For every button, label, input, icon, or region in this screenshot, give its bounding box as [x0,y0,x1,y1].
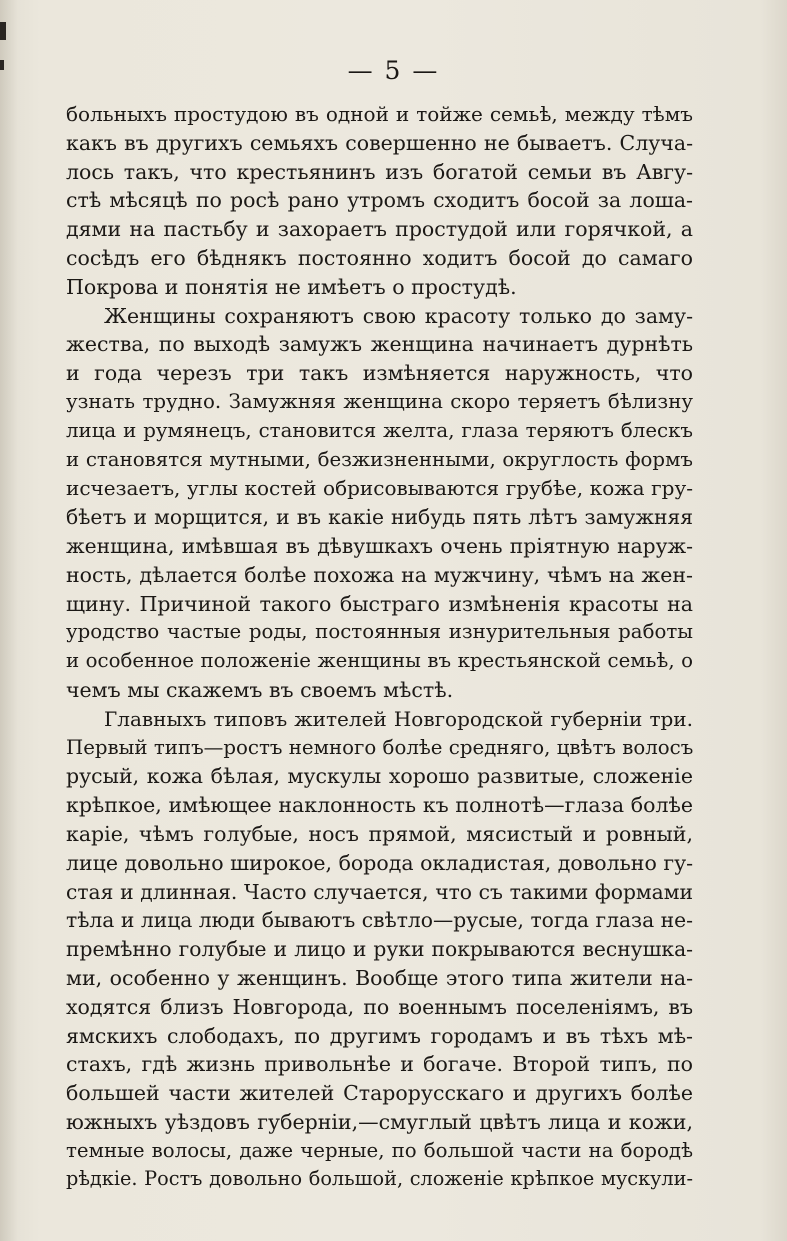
text-line: и особенное положеніе женщины въ крестьянской семьѣ, о [66,649,693,673]
text-line: узнать трудно. Замужняя женщина скоро теряетъ бѣлизну [66,389,693,413]
text-line: больныхъ простудою въ одной и тойже семьѣ, между тѣмъ [66,102,693,126]
text-line: сосѣдъ его бѣднякъ постоянно ходитъ босой до самаго [66,245,693,270]
text-line: бѣетъ и морщится, и въ какіе нибудь пять лѣтъ замужняя [66,505,693,530]
text-line: лось такъ, что крестьянинъ изъ богатой семьи въ Авгу- [66,159,693,184]
text-line: чемъ мы скажемъ въ своемъ мѣстѣ. [66,677,454,702]
binding-mark [0,22,6,40]
text-line: премѣнно голубые и лицо и руки покрываются веснушка- [66,937,693,962]
text-line: стѣ мѣсяцѣ по росѣ рано утромъ сходитъ босой за лоша- [66,188,693,213]
text-line: какъ въ другихъ семьяхъ совершенно не бываетъ. Случа- [66,130,693,155]
text-line: Первый типъ—ростъ немного болѣе средняго, цвѣтъ волосъ [66,735,693,759]
text-line: русый, кожа бѣлая, мускулы хорошо развитые, сложеніе [66,764,693,789]
text-line: ми, особенно у женщинъ. Вообще этого типа жители на- [66,965,693,990]
text-line: ямскихъ слободахъ, по другимъ городамъ и въ тѣхъ мѣ- [66,1023,693,1048]
text-line: темные волосы, даже черные, по большой части на бородѣ [66,1138,693,1162]
text-line: Женщины сохраняютъ свою красоту только до заму- [104,303,693,328]
text-line: ность, дѣлается болѣе похожа на мужчину, чѣмъ на жен- [66,562,693,587]
text-line: крѣпкое, имѣющее наклонность къ полнотѣ—глаза болѣе [66,793,693,818]
page-number: — 5 — [347,56,440,85]
text-line: стахъ, гдѣ жизнь привольнѣе и богаче. Второй типъ, по [66,1052,693,1077]
text-line: щину. Причиной такого быстраго измѣненія красоты на [66,591,693,616]
text-line: женщина, имѣвшая въ дѣвушкахъ очень пріятную наруж- [66,533,693,558]
text-line: рѣдкіе. Ростъ довольно большой, сложеніе крѣпкое мускули- [66,1167,693,1191]
text-line: уродство частые роды, постоянныя изнурительныя работы [66,620,693,644]
text-line: стая и длинная. Часто случается, что съ такими формами [66,879,693,904]
text-line: большей части жителей Старорусскаго и другихъ болѣе [66,1081,693,1106]
text-line: и становятся мутными, безжизненными, округлость формъ [66,447,693,471]
text-line: Главныхъ типовъ жителей Новгородской губерніи три. [104,706,693,731]
text-line: тѣла и лица люди бываютъ свѣтло—русые, тогда глаза не- [66,908,693,933]
text-line: дями на пастьбу и захораетъ простудой или горячкой, а [66,217,693,242]
body-text [66,100,693,1194]
text-line: лица и румянецъ, становится желта, глаза теряютъ блескъ [66,418,693,442]
text-line: каріе, чѣмъ голубые, носъ прямой, мясистый и ровный, [66,821,693,846]
text-line: и года черезъ три такъ измѣняется наружность, что [66,361,693,386]
text-line: исчезаетъ, углы костей обрисовываются грубѣе, кожа гру- [66,476,693,501]
text-line: ходятся близъ Новгорода, по военнымъ поселеніямъ, въ [66,994,693,1019]
text-line: Покрова и понятія не имѣетъ о простудѣ. [66,274,517,299]
text-line: южныхъ уѣздовъ губерніи,—смуглый цвѣтъ лица и кожи, [66,1109,693,1134]
text-line: жества, по выходѣ замужъ женщина начинаетъ дурнѣть [66,332,693,357]
text-line: лице довольно широкое, борода окладистая, довольно гу- [66,850,693,875]
